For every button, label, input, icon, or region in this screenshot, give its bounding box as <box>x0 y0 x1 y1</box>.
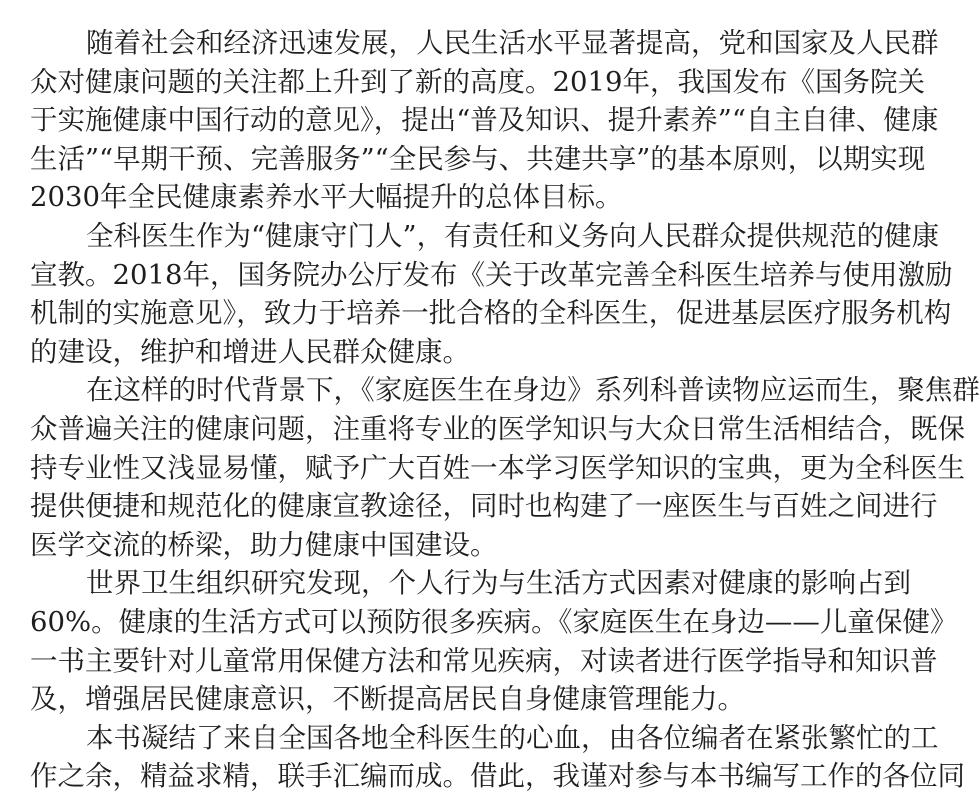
text-line: 医学交流的桥梁，助力健康中国建设。 <box>30 528 498 561</box>
text-line: 机制的实施意见》，致力于培养一批合格的全科医生，促进基层医疗服务机构 <box>30 297 952 330</box>
text-line: 60%。健康的生活方式可以预防很多疾病。《家庭医生在身边——儿童保健》 <box>30 605 958 638</box>
text-line: 世界卫生组织研究发现，个人行为与生活方式因素对健康的影响占到 <box>86 567 911 600</box>
text-line: 一书主要针对儿童常用保健方法和常见疾病，对读者进行医学指导和知识普 <box>30 644 938 677</box>
preface-text <box>30 24 980 796</box>
text-line: 全科医生作为“健康守门人”，有责任和义务向人民群众提供规范的健康 <box>86 219 940 252</box>
paragraph-3 <box>30 371 980 564</box>
text-line: 在这样的时代背景下，《家庭医生在身边》系列科普读物应运而生，聚焦群 <box>86 374 980 407</box>
text-line: 众普遍关注的健康问题，注重将专业的医学知识与大众日常生活相结合，既保 <box>30 412 965 445</box>
text-line: 的建设，维护和增进人民群众健康。 <box>30 335 470 368</box>
text-line: 宣教。2018年，国务院办公厅发布《关于改革完善全科医生培养与使用激励 <box>30 258 953 291</box>
text-line: 提供便捷和规范化的健康宣教途径，同时也构建了一座医生与百姓之间进行 <box>30 490 938 523</box>
text-line: 生活”“早期干预、完善服务”“全民参与、共建共享”的基本原则，以期实现 <box>30 142 926 175</box>
paragraph-4 <box>30 564 958 718</box>
paragraph-1 <box>30 24 939 217</box>
text-line: 持专业性又浅显易懂，赋予广大百姓一本学习医学知识的宝典，更为全科医生 <box>30 451 965 484</box>
text-line: 本书凝结了来自全国各地全科医生的心血，由各位编者在紧张繁忙的工 <box>86 721 939 754</box>
text-line: 2030年全民健康素养水平大幅提升的总体目标。 <box>30 181 623 214</box>
text-line: 随着社会和经济迅速发展，人民生活水平显著提高，党和国家及人民群 <box>86 27 939 59</box>
text-line: 及，增强居民健康意识，不断提高居民自身健康管理能力。 <box>30 683 745 716</box>
text-line: 众对健康问题的关注都上升到了新的高度。2019年，我国发布《国务院关 <box>30 65 925 98</box>
paragraph-2 <box>30 217 953 371</box>
text-line: 作之余，精益求精，联手汇编而成。借此，我谨对参与本书编写工作的各位同 <box>30 760 965 793</box>
text-line: 于实施健康中国行动的意见》，提出“普及知识、提升素养”“自主自律、健康 <box>30 104 939 137</box>
paragraph-5 <box>30 719 965 796</box>
